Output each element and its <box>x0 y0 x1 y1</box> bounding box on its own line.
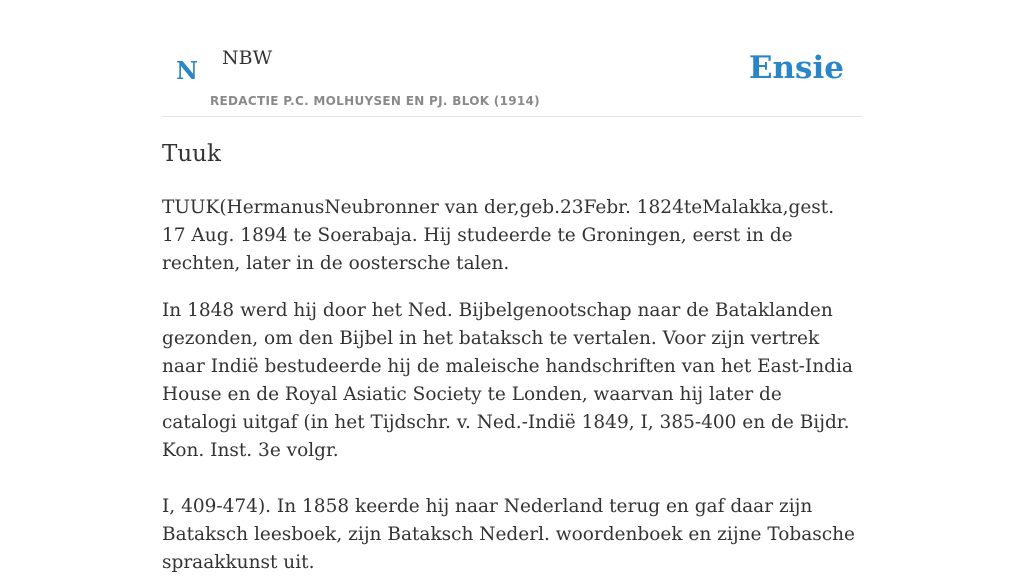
article-paragraph: In 1848 werd hij door het Ned. Bijbelgenootschap naar de Bataklanden gezonden, om den Bijbel in het bataksch te vertalen. Voor zijn vertrek naar Indië bestudeerde hij de maleische handschriften van het East-India House en de Royal Asiatic Society te Londen, waarvan hij later de catalogi uitgaf (in het Tijdschr. v. Ned.-Indië 1849, I, 385-400 en de Bijdr. Kon. Inst. 3e volgr. <box>162 300 853 461</box>
article-title: Tuuk <box>162 141 221 167</box>
brand-logo-link[interactable]: Ensie <box>748 50 844 86</box>
source-subtitle: REDACTIE P.C. MOLHUYSEN EN PJ. BLOK (1914) <box>210 94 540 108</box>
article-paragraph: I, 409-474). In 1858 keerde hij naar Nederland terug en gaf daar zijn Bataksch leesboek, zijn Bataksch Nederl. woordenboek en zijne Tobasche spraakkunst uit. <box>162 496 855 573</box>
article-paragraph: TUUK(HermanusNeubronner van der,geb.23Febr. 1824teMalakka,gest. 17 Aug. 1894 te Soerabaja. Hij studeerde te Groningen, eerst in de rechten, later in de oostersche talen. <box>162 197 835 274</box>
article <box>162 138 862 577</box>
source-logo[interactable]: N <box>176 56 198 85</box>
source-title[interactable]: NBW <box>222 47 273 69</box>
site-header <box>162 0 862 117</box>
